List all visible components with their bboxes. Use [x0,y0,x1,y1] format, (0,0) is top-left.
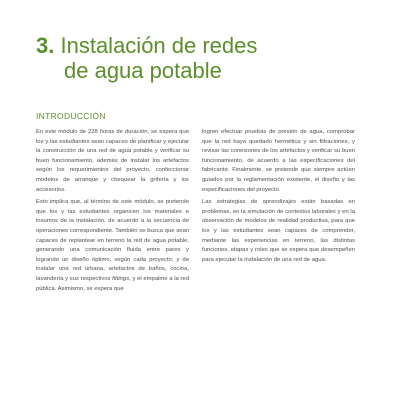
chapter-title-line-1 [36,33,376,58]
left-paragraph-2-part-b: , y el empalme a la red pública. Asimismo, se espera que [36,275,189,292]
right-paragraph-1: logren efectuar pruebas de presión de agua, comprobar que la red haya quedado hermética y sin filtraciones, y revisar las conexiones de los artefactos y verificar su buen funcionamiento, de acuerdo a las especificaciones del fabricante. Finalmente, se pretende que siempre actúen guiados por la reglamentación existente, el diseño y las especificaciones del proyecto. [202,129,355,193]
left-paragraph-2 [36,198,189,294]
chapter-title [36,33,376,83]
right-paragraph-2: Las estrategias de aprendizajes están basadas en problemas, en la simulación de contextos laborales y en la observación de modelos de realidad productiva, para que los y las estudiantes sean capaces de comprender, mediante las experiencias en terreno, las distintas funciones, etapas y roles que se espera que desempeñen para ejecutar la instalación de una red de agua. [202,199,355,263]
chapter-title-line-2: de agua potable [64,58,222,83]
left-paragraph-2-part-a: Esto implica que, al término de este módulo, se pretende que los y las estudiantes organicen los materiales e insumos de la instalación, de acuerdo a la secuencia de operaciones correspondiente. También se busca que sean capaces de replantear en terreno la red de agua potable, generando una comunicación fluida entre pares y logrando un diseño óptimo, según cada proyecto; y de instalar una red urbana, artefactos de baños, cocina, lavandería y sus respectivos [36,199,189,282]
section-heading: INTRODUCCIÓN [36,111,106,121]
right-column [202,128,355,268]
left-paragraph-1: En este módulo de 228 horas de duración, se espera que los y las estudiantes sean capaces de planificar y ejecutar la construcción de una red de agua potable y verificar su buen funcionamiento, además de instalar los artefactos según los requerimientos del proyecto, confeccionar modelos de arranque y chequear la grifería y los accesorios. [36,129,189,193]
chapter-title-text-1: Instalación de redes [60,33,258,58]
left-column [36,128,189,297]
chapter-number: 3. [36,33,55,58]
fittings-term: fittings [112,275,130,282]
